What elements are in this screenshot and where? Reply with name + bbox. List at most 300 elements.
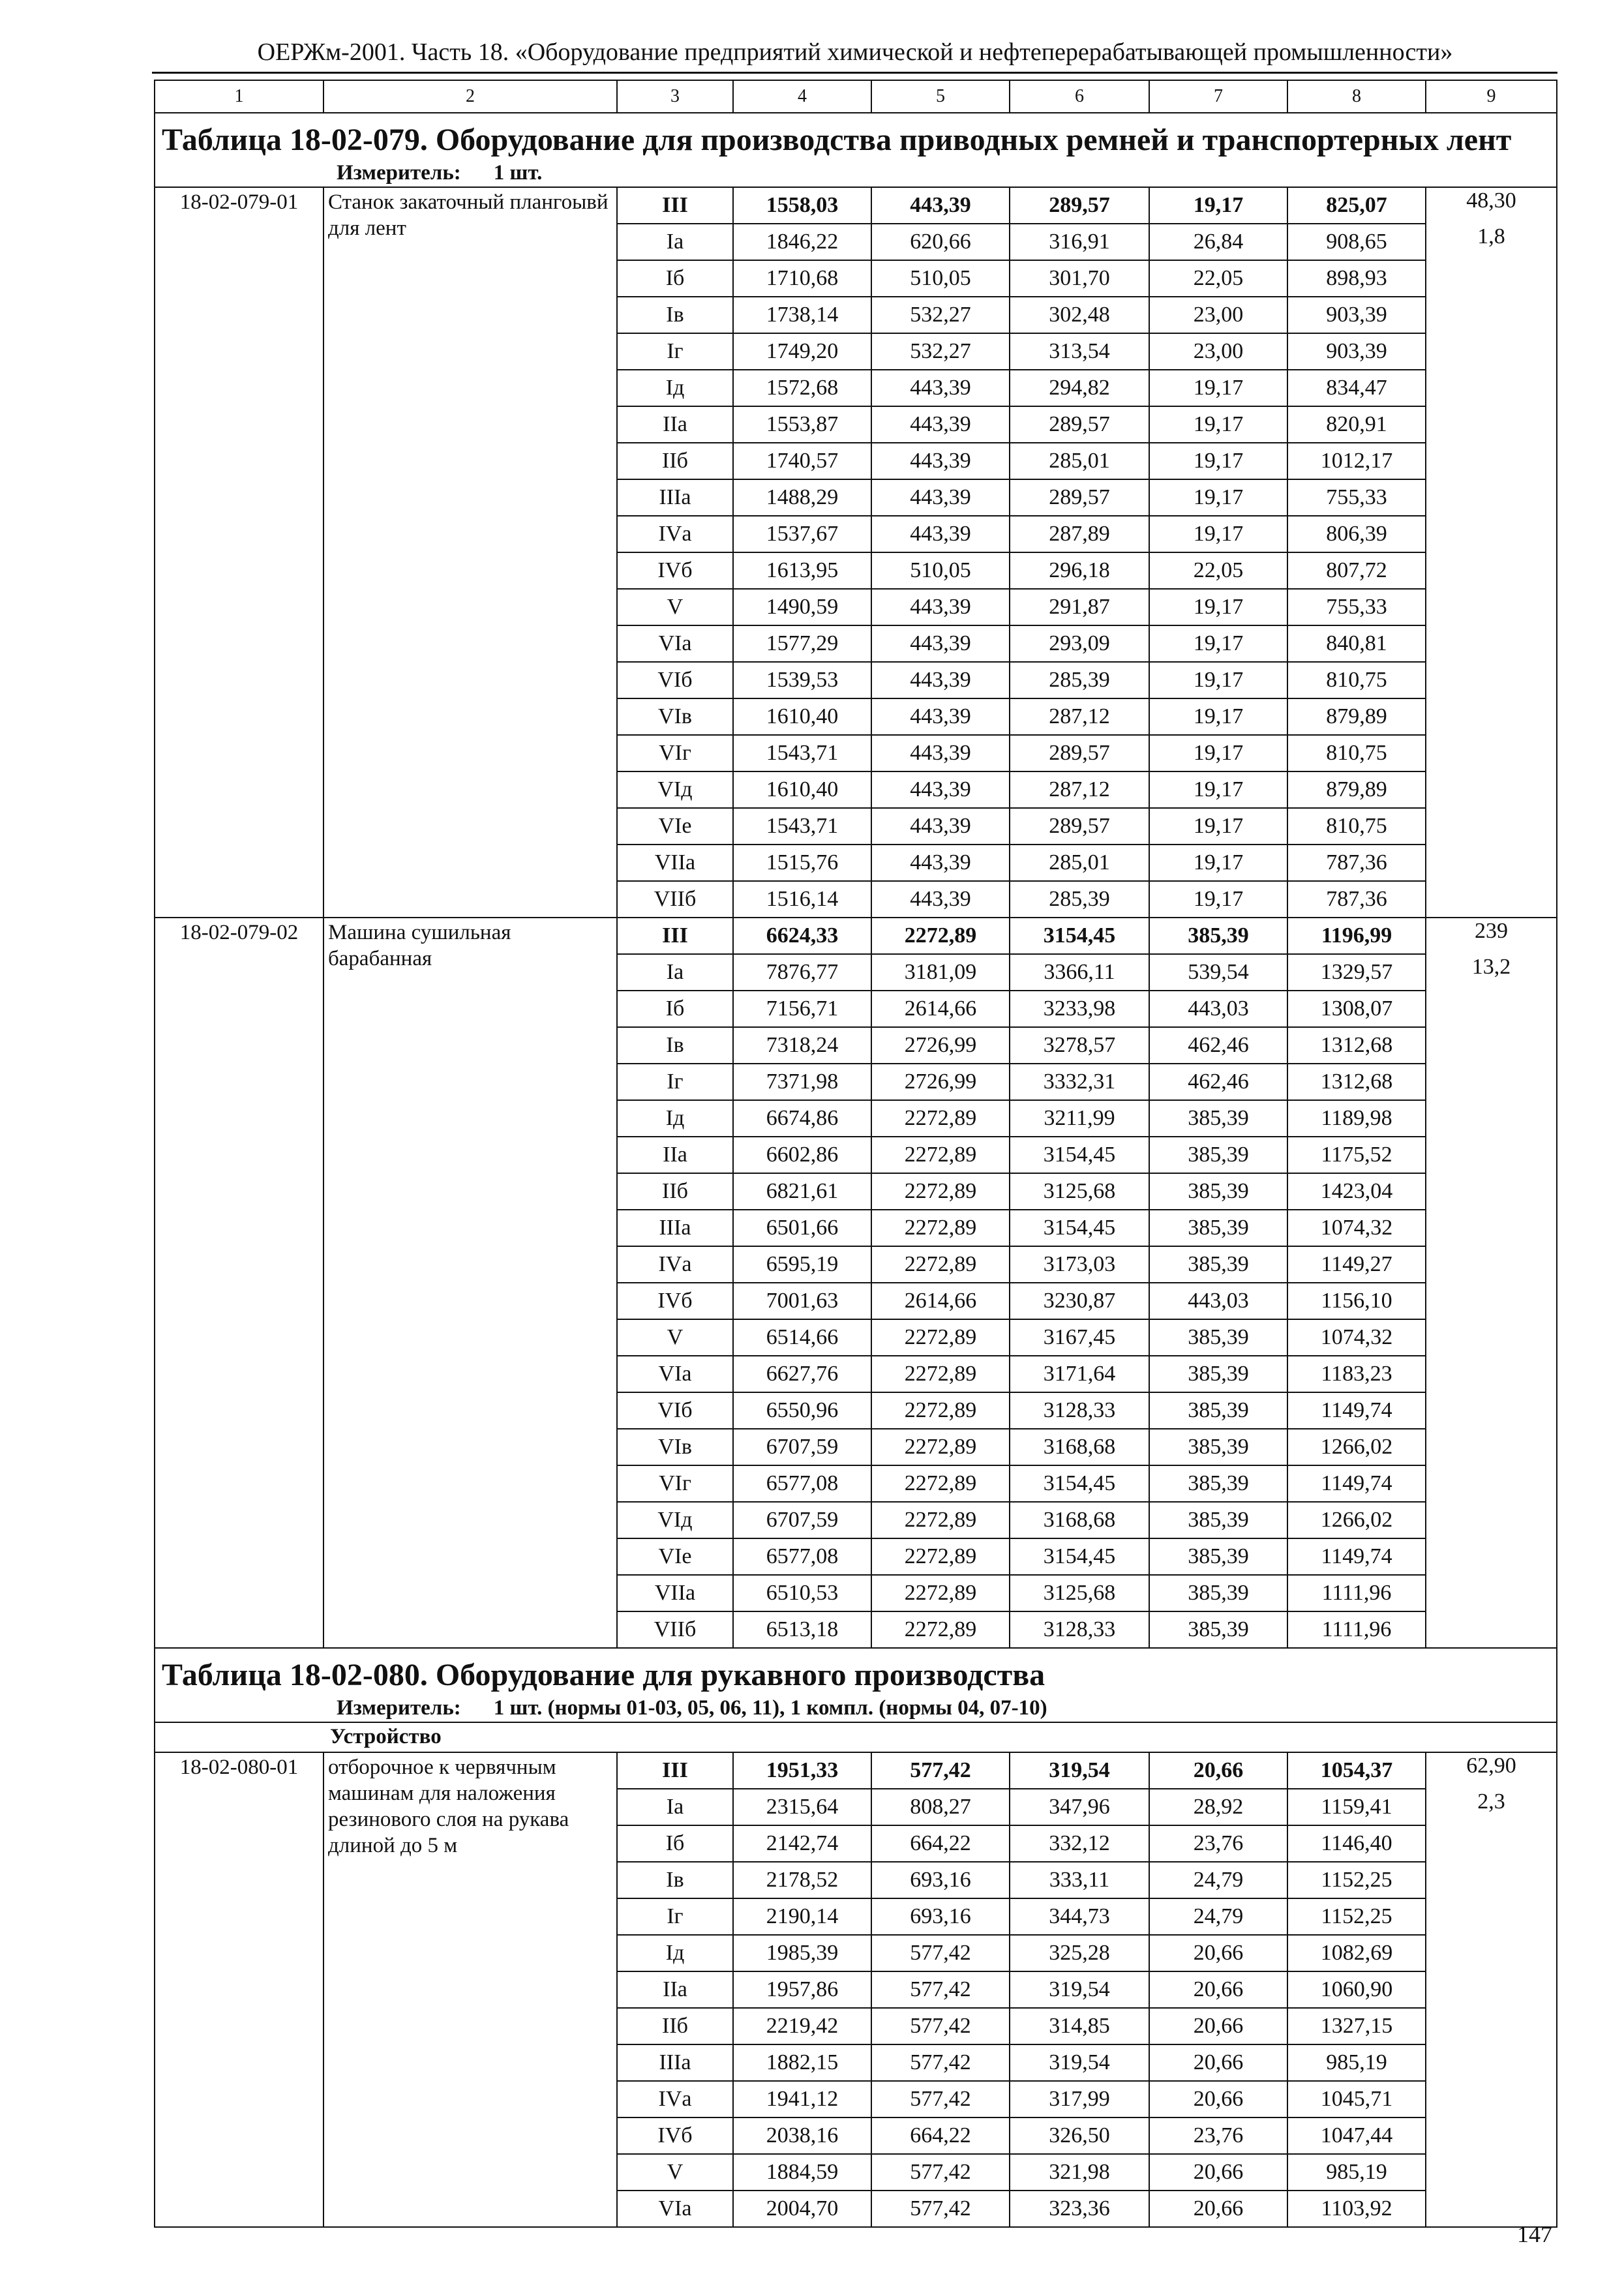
price-cell: 755,33 (1287, 589, 1426, 625)
extra-cell (1426, 2081, 1557, 2117)
price-cell: 6627,76 (733, 1356, 871, 1392)
price-cell: 385,39 (1149, 1538, 1287, 1575)
price-cell: 1060,90 (1287, 1971, 1426, 2008)
price-cell: 6514,66 (733, 1319, 871, 1356)
price-cell: 3154,45 (1010, 1210, 1149, 1246)
zone-cell: VIIб (617, 881, 733, 918)
price-cell: 2272,89 (871, 1356, 1010, 1392)
price-cell: 443,39 (871, 735, 1010, 771)
price-cell: 2272,89 (871, 1246, 1010, 1283)
price-cell: 19,17 (1149, 406, 1287, 443)
price-cell: 443,39 (871, 662, 1010, 698)
price-cell: 287,89 (1010, 516, 1149, 552)
extra-cell (1426, 625, 1557, 662)
price-cell: 325,28 (1010, 1935, 1149, 1971)
price-cell: 1312,68 (1287, 1027, 1426, 1064)
extra-cell (1426, 735, 1557, 771)
extra-cell (1426, 406, 1557, 443)
table-title: Таблица 18-02-080. Оборудование для рукавного производства (162, 1658, 1045, 1692)
extra-cell (1426, 589, 1557, 625)
price-cell: 664,22 (871, 1825, 1010, 1862)
price-cell: 314,85 (1010, 2008, 1149, 2044)
price-cell: 1539,53 (733, 662, 871, 698)
price-cell: 577,42 (871, 2154, 1010, 2191)
price-cell: 22,05 (1149, 260, 1287, 297)
zone-cell: V (617, 2154, 733, 2191)
price-cell: 6510,53 (733, 1575, 871, 1611)
price-cell: 385,39 (1149, 1429, 1287, 1465)
extra-cell: 62,90 (1426, 1752, 1557, 1789)
price-cell: 510,05 (871, 552, 1010, 589)
price-cell: 1329,57 (1287, 954, 1426, 991)
zone-cell: Iв (617, 1027, 733, 1064)
price-cell: 2272,89 (871, 1173, 1010, 1210)
zone-cell: VIе (617, 808, 733, 845)
price-cell: 1941,12 (733, 2081, 871, 2117)
zone-cell: Iг (617, 1064, 733, 1100)
price-cell: 289,57 (1010, 479, 1149, 516)
price-cell: 19,17 (1149, 516, 1287, 552)
price-cell: 539,54 (1149, 954, 1287, 991)
price-cell: 664,22 (871, 2117, 1010, 2154)
extra-cell (1426, 1429, 1557, 1465)
price-cell: 3181,09 (871, 954, 1010, 991)
table-title: Таблица 18-02-079. Оборудование для производства приводных ремней и транспортерных лент (162, 123, 1512, 157)
extra-cell: 13,2 (1426, 954, 1557, 991)
zone-cell: VIа (617, 625, 733, 662)
extra-cell: 48,30 (1426, 187, 1557, 224)
zone-cell: VIIа (617, 845, 733, 881)
price-cell: 385,39 (1149, 1502, 1287, 1538)
column-number-row (155, 80, 1557, 113)
table-heading-row (155, 1648, 1557, 1722)
price-cell: 1882,15 (733, 2044, 871, 2081)
norm-code: 18-02-079-02 (155, 918, 323, 1648)
price-cell: 1490,59 (733, 589, 871, 625)
price-cell: 3233,98 (1010, 991, 1149, 1027)
price-cell: 1610,40 (733, 771, 871, 808)
column-number: 3 (617, 80, 733, 113)
extra-cell (1426, 1862, 1557, 1898)
price-cell: 332,12 (1010, 1825, 1149, 1862)
price-cell: 20,66 (1149, 2154, 1287, 2191)
price-cell: 333,11 (1010, 1862, 1149, 1898)
price-cell: 808,27 (871, 1789, 1010, 1825)
price-cell: 24,79 (1149, 1862, 1287, 1898)
price-cell: 2272,89 (871, 1575, 1010, 1611)
price-cell: 319,54 (1010, 2044, 1149, 2081)
price-cell: 385,39 (1149, 1137, 1287, 1173)
extra-cell (1426, 2117, 1557, 2154)
zone-cell: IVб (617, 552, 733, 589)
price-cell: 443,39 (871, 516, 1010, 552)
price-cell: 2272,89 (871, 1137, 1010, 1173)
price-cell: 443,39 (871, 187, 1010, 224)
price-cell: 1146,40 (1287, 1825, 1426, 1862)
column-number: 6 (1010, 80, 1149, 113)
zone-cell: IVб (617, 2117, 733, 2154)
price-cell: 293,09 (1010, 625, 1149, 662)
measure-line (162, 159, 1550, 187)
price-cell: 20,66 (1149, 1935, 1287, 1971)
price-cell: 510,05 (871, 260, 1010, 297)
extra-cell: 1,8 (1426, 224, 1557, 260)
zone-cell: Iб (617, 1825, 733, 1862)
price-cell: 2190,14 (733, 1898, 871, 1935)
price-cell: 285,39 (1010, 662, 1149, 698)
zone-cell: IIб (617, 1173, 733, 1210)
price-cell: 319,54 (1010, 1752, 1149, 1789)
column-number: 5 (871, 80, 1010, 113)
norm-code: 18-02-079-01 (155, 187, 323, 918)
price-cell: 1488,29 (733, 479, 871, 516)
price-cell: 319,54 (1010, 1971, 1149, 2008)
extra-cell (1426, 1027, 1557, 1064)
price-cell: 285,39 (1010, 881, 1149, 918)
extra-cell (1426, 1465, 1557, 1502)
zone-cell: VIа (617, 1356, 733, 1392)
price-cell: 3154,45 (1010, 918, 1149, 954)
price-cell: 20,66 (1149, 2191, 1287, 2227)
price-cell: 1074,32 (1287, 1210, 1426, 1246)
zone-cell: IIб (617, 443, 733, 479)
price-cell: 577,42 (871, 2191, 1010, 2227)
extra-cell (1426, 443, 1557, 479)
price-cell: 1515,76 (733, 845, 871, 881)
price-cell: 1957,86 (733, 1971, 871, 2008)
norm-code: 18-02-080-01 (155, 1752, 323, 2227)
extra-cell (1426, 1392, 1557, 1429)
price-cell: 385,39 (1149, 918, 1287, 954)
zone-cell: Iг (617, 1898, 733, 1935)
price-cell: 289,57 (1010, 735, 1149, 771)
price-cell: 23,76 (1149, 1825, 1287, 1862)
price-cell: 1327,15 (1287, 2008, 1426, 2044)
extra-cell (1426, 479, 1557, 516)
price-cell: 1577,29 (733, 625, 871, 662)
zone-cell: VIв (617, 1429, 733, 1465)
zone-cell: IVб (617, 1283, 733, 1319)
extra-cell (1426, 1611, 1557, 1648)
price-cell: 443,39 (871, 406, 1010, 443)
price-cell: 3168,68 (1010, 1502, 1149, 1538)
zone-cell: VIг (617, 1465, 733, 1502)
price-cell: 3171,64 (1010, 1356, 1149, 1392)
price-cell: 577,42 (871, 2008, 1010, 2044)
price-cell: 385,39 (1149, 1465, 1287, 1502)
price-cell: 1537,67 (733, 516, 871, 552)
price-cell: 6550,96 (733, 1392, 871, 1429)
zone-cell: IIа (617, 1971, 733, 2008)
price-cell: 1846,22 (733, 224, 871, 260)
column-number: 7 (1149, 80, 1287, 113)
measure-value: 1 шт. (нормы 01-03, 05, 06, 11), 1 компл. (нормы 04, 07-10) (493, 1696, 1047, 1720)
price-cell: 1266,02 (1287, 1429, 1426, 1465)
column-number: 1 (155, 80, 323, 113)
zone-cell: Iб (617, 260, 733, 297)
price-cell: 1149,27 (1287, 1246, 1426, 1283)
price-cell: 287,12 (1010, 698, 1149, 735)
extra-cell (1426, 1898, 1557, 1935)
price-cell: 2178,52 (733, 1862, 871, 1898)
price-cell: 385,39 (1149, 1356, 1287, 1392)
price-cell: 22,05 (1149, 552, 1287, 589)
price-cell: 834,47 (1287, 370, 1426, 406)
price-cell: 20,66 (1149, 1971, 1287, 2008)
price-cell: 577,42 (871, 1752, 1010, 1789)
price-cell: 3332,31 (1010, 1064, 1149, 1100)
price-cell: 577,42 (871, 2044, 1010, 2081)
zone-cell: VIг (617, 735, 733, 771)
zone-cell: VIв (617, 698, 733, 735)
price-cell: 291,87 (1010, 589, 1149, 625)
extra-cell (1426, 1935, 1557, 1971)
price-cell: 1054,37 (1287, 1752, 1426, 1789)
price-cell: 6674,86 (733, 1100, 871, 1137)
extra-cell (1426, 370, 1557, 406)
price-cell: 323,36 (1010, 2191, 1149, 2227)
zone-cell: VIIа (617, 1575, 733, 1611)
price-cell: 1196,99 (1287, 918, 1426, 954)
price-cell: 807,72 (1287, 552, 1426, 589)
zone-cell: VIIб (617, 1611, 733, 1648)
norm-name: Станок закаточный плангоывй для лент (323, 187, 617, 918)
price-cell: 825,07 (1287, 187, 1426, 224)
extra-cell (1426, 1210, 1557, 1246)
extra-cell (1426, 845, 1557, 881)
measure-value: 1 шт. (493, 161, 543, 185)
price-cell: 7876,77 (733, 954, 871, 991)
price-cell: 2272,89 (871, 1392, 1010, 1429)
zone-cell: VIе (617, 1538, 733, 1575)
zone-cell: IIIа (617, 1210, 733, 1246)
table-heading (155, 1648, 1557, 1722)
norm-name: отборочное к червячным машинам для наложения резинового слоя на рукава длиной до 5 м (323, 1752, 617, 2227)
zone-cell: Iг (617, 333, 733, 370)
price-cell: 296,18 (1010, 552, 1149, 589)
price-cell: 2004,70 (733, 2191, 871, 2227)
zone-cell: IVа (617, 1246, 733, 1283)
price-cell: 344,73 (1010, 1898, 1149, 1935)
price-cell: 1183,23 (1287, 1356, 1426, 1392)
extra-cell (1426, 2008, 1557, 2044)
price-cell: 3278,57 (1010, 1027, 1149, 1064)
zone-cell: V (617, 589, 733, 625)
price-cell: 462,46 (1149, 1064, 1287, 1100)
price-cell: 1012,17 (1287, 443, 1426, 479)
zone-cell: VIд (617, 771, 733, 808)
price-cell: 985,19 (1287, 2044, 1426, 2081)
price-cell: 532,27 (871, 297, 1010, 333)
price-cell: 19,17 (1149, 479, 1287, 516)
zone-cell: VIб (617, 662, 733, 698)
zone-cell: Iд (617, 1935, 733, 1971)
price-cell: 3366,11 (1010, 954, 1149, 991)
price-cell: 810,75 (1287, 808, 1426, 845)
price-cell: 3154,45 (1010, 1465, 1149, 1502)
price-cell: 23,00 (1149, 297, 1287, 333)
price-cell: 3211,99 (1010, 1100, 1149, 1137)
price-cell: 301,70 (1010, 260, 1149, 297)
price-cell: 577,42 (871, 1935, 1010, 1971)
price-cell: 820,91 (1287, 406, 1426, 443)
price-cell: 294,82 (1010, 370, 1149, 406)
price-cell: 20,66 (1149, 1752, 1287, 1789)
price-cell: 317,99 (1010, 2081, 1149, 2117)
extra-cell (1426, 1100, 1557, 1137)
price-cell: 2272,89 (871, 1611, 1010, 1648)
price-cell: 313,54 (1010, 333, 1149, 370)
price-cell: 2142,74 (733, 1825, 871, 1862)
price-cell: 6602,86 (733, 1137, 871, 1173)
price-cell: 23,00 (1149, 333, 1287, 370)
price-cell: 28,92 (1149, 1789, 1287, 1825)
price-cell: 20,66 (1149, 2008, 1287, 2044)
price-cell: 19,17 (1149, 625, 1287, 662)
price-cell: 443,03 (1149, 991, 1287, 1027)
extra-cell (1426, 1319, 1557, 1356)
price-cell: 879,89 (1287, 698, 1426, 735)
price-cell: 1111,96 (1287, 1611, 1426, 1648)
zone-cell: Iв (617, 297, 733, 333)
price-cell: 443,03 (1149, 1283, 1287, 1319)
price-cell: 6707,59 (733, 1429, 871, 1465)
price-cell: 385,39 (1149, 1210, 1287, 1246)
price-cell: 7001,63 (733, 1283, 871, 1319)
price-cell: 1111,96 (1287, 1575, 1426, 1611)
price-cell: 693,16 (871, 1862, 1010, 1898)
norms-table (154, 80, 1557, 2228)
price-cell: 1149,74 (1287, 1538, 1426, 1575)
price-cell: 443,39 (871, 771, 1010, 808)
price-cell: 903,39 (1287, 333, 1426, 370)
price-cell: 443,39 (871, 479, 1010, 516)
extra-cell (1426, 662, 1557, 698)
price-cell: 7156,71 (733, 991, 871, 1027)
price-cell: 1308,07 (1287, 991, 1426, 1027)
subheading: Устройство (330, 1725, 442, 1748)
extra-cell (1426, 698, 1557, 735)
price-cell: 19,17 (1149, 808, 1287, 845)
zone-cell: IIа (617, 1137, 733, 1173)
extra-cell (1426, 1064, 1557, 1100)
price-cell: 6501,66 (733, 1210, 871, 1246)
zone-cell: III (617, 187, 733, 224)
price-cell: 1423,04 (1287, 1173, 1426, 1210)
price-cell: 3154,45 (1010, 1137, 1149, 1173)
price-cell: 20,66 (1149, 2044, 1287, 2081)
zone-cell: VIб (617, 1392, 733, 1429)
price-cell: 1159,41 (1287, 1789, 1426, 1825)
price-cell: 1175,52 (1287, 1137, 1426, 1173)
extra-cell (1426, 1246, 1557, 1283)
price-cell: 385,39 (1149, 1173, 1287, 1210)
norm-name: Машина сушильная барабанная (323, 918, 617, 1648)
column-number: 9 (1426, 80, 1557, 113)
extra-cell (1426, 1173, 1557, 1210)
zone-cell: Iд (617, 1100, 733, 1137)
price-cell: 2272,89 (871, 1319, 1010, 1356)
price-cell: 3173,03 (1010, 1246, 1149, 1283)
price-cell: 326,50 (1010, 2117, 1149, 2154)
price-cell: 840,81 (1287, 625, 1426, 662)
zone-cell: III (617, 1752, 733, 1789)
price-cell: 1103,92 (1287, 2191, 1426, 2227)
price-cell: 19,17 (1149, 589, 1287, 625)
subheading-cell (155, 1722, 1557, 1752)
price-cell: 23,76 (1149, 2117, 1287, 2154)
price-cell: 19,17 (1149, 443, 1287, 479)
price-cell: 2272,89 (871, 1429, 1010, 1465)
price-cell: 6821,61 (733, 1173, 871, 1210)
price-cell: 443,39 (871, 881, 1010, 918)
measure-line (162, 1694, 1550, 1722)
price-cell: 1152,25 (1287, 1862, 1426, 1898)
price-cell: 1610,40 (733, 698, 871, 735)
price-cell: 19,17 (1149, 845, 1287, 881)
price-cell: 3154,45 (1010, 1538, 1149, 1575)
price-cell: 1558,03 (733, 187, 871, 224)
price-cell: 985,19 (1287, 2154, 1426, 2191)
price-cell: 898,93 (1287, 260, 1426, 297)
price-cell: 1152,25 (1287, 1898, 1426, 1935)
price-cell: 879,89 (1287, 771, 1426, 808)
price-cell: 443,39 (871, 808, 1010, 845)
price-cell: 7371,98 (733, 1064, 871, 1100)
price-cell: 1047,44 (1287, 2117, 1426, 2154)
price-cell: 787,36 (1287, 845, 1426, 881)
price-cell: 19,17 (1149, 881, 1287, 918)
table-row (155, 187, 1557, 224)
extra-cell (1426, 881, 1557, 918)
price-cell: 1149,74 (1287, 1465, 1426, 1502)
price-cell: 2219,42 (733, 2008, 871, 2044)
price-cell: 2272,89 (871, 1502, 1010, 1538)
price-cell: 810,75 (1287, 662, 1426, 698)
price-cell: 443,39 (871, 443, 1010, 479)
column-number: 8 (1287, 80, 1426, 113)
price-cell: 3128,33 (1010, 1611, 1149, 1648)
extra-cell (1426, 1137, 1557, 1173)
price-cell: 1553,87 (733, 406, 871, 443)
price-cell: 1266,02 (1287, 1502, 1426, 1538)
price-cell: 620,66 (871, 224, 1010, 260)
zone-cell: IIб (617, 2008, 733, 2044)
measure-label: Измеритель: (337, 1696, 461, 1720)
price-cell: 7318,24 (733, 1027, 871, 1064)
price-cell: 577,42 (871, 1971, 1010, 2008)
price-cell: 443,39 (871, 698, 1010, 735)
zone-cell: Iа (617, 954, 733, 991)
price-cell: 287,12 (1010, 771, 1149, 808)
price-cell: 6577,08 (733, 1465, 871, 1502)
price-cell: 19,17 (1149, 187, 1287, 224)
price-cell: 2272,89 (871, 1465, 1010, 1502)
table-row (155, 918, 1557, 954)
price-cell: 302,48 (1010, 297, 1149, 333)
price-cell: 2614,66 (871, 1283, 1010, 1319)
price-cell: 1189,98 (1287, 1100, 1426, 1137)
extra-cell (1426, 1971, 1557, 2008)
price-cell: 24,79 (1149, 1898, 1287, 1935)
price-cell: 19,17 (1149, 662, 1287, 698)
price-cell: 3167,45 (1010, 1319, 1149, 1356)
zone-cell: III (617, 918, 733, 954)
price-cell: 347,96 (1010, 1789, 1149, 1825)
zone-cell: V (617, 1319, 733, 1356)
price-cell: 462,46 (1149, 1027, 1287, 1064)
price-cell: 443,39 (871, 625, 1010, 662)
